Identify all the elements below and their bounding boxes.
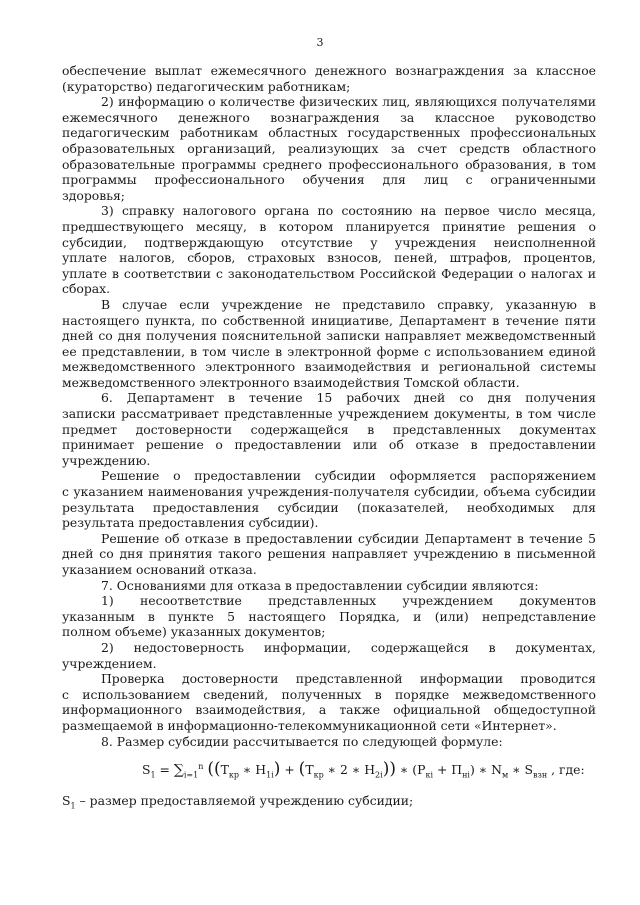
paragraph-line: субсидии, подтверждающую отсутствие у учреждения неисполненной xyxy=(62,234,596,250)
paragraph-line: межведомственного электронного взаимодействия и региональной системы xyxy=(62,359,596,375)
paragraph-line: обеспечение выплат ежемесячного денежного вознаграждения за классное xyxy=(62,63,596,78)
definition-text: – размер предоставляемой учреждению субсидии; xyxy=(75,793,414,809)
paragraph-line: учреждением. xyxy=(62,655,157,671)
paragraph-line: 3) справку налогового органа по состоянию на первое число месяца, xyxy=(101,203,596,219)
paragraph-line: Проверка достоверности представленной информации проводится xyxy=(101,671,596,687)
paragraph-line: уплате налогов, сборов, страховых взносов, пеней, штрафов, процентов, xyxy=(62,250,596,266)
formula-tail: , где: xyxy=(547,762,585,778)
paragraph-line: результата предоставления субсидии). xyxy=(62,515,319,531)
paragraph-line: предшествующего месяцу, в котором планируется принятие решения о xyxy=(62,218,596,234)
paragraph-line: 2) недостоверность информации, содержащейся в документах, xyxy=(101,639,596,655)
plus-1: + xyxy=(280,762,299,778)
paragraph-line: программы профессионального обучения для лиц с ограниченными xyxy=(62,172,596,188)
paragraph-line: указанным в пункте 5 настоящего Порядка, и (или) непредставление xyxy=(62,608,596,624)
paragraph-line: Решение о предоставлении субсидии оформляется распоряжением xyxy=(101,468,596,484)
paragraph-line: записки рассматривает представленные учреждением документы, в том числе xyxy=(62,406,596,422)
paragraph-line: с использованием сведений, полученных в порядке межведомственного xyxy=(62,686,596,702)
mul-2: ∗ xyxy=(323,762,341,778)
t-kr-1: T xyxy=(220,762,229,778)
paragraph-line: настоящего пункта, по собственной инициативе, Департамент в течение пяти xyxy=(62,312,596,328)
paragraph-line: 7. Основаниями для отказа в предоставлении субсидии являются: xyxy=(101,577,539,593)
definition-s1 xyxy=(62,793,596,814)
paragraph-line: предмет достоверности содержащейся в представленных документах xyxy=(62,421,596,437)
p-ni-sub: нi xyxy=(462,770,470,780)
paragraph-line: 6. Департамент в течение 15 рабочих дней со дня получения xyxy=(101,390,596,406)
mul-3: ∗ xyxy=(347,762,365,778)
paragraph-line: межведомственного электронного взаимодействия Томской области. xyxy=(62,374,520,390)
paragraph-line: дней со дня принятия такого решения направляет учреждению в письменной xyxy=(62,546,596,562)
p-ki-sub: кi xyxy=(425,770,434,780)
paragraph-line: учреждению. xyxy=(62,452,151,468)
h-2i-sub: 2i xyxy=(375,770,383,780)
n-m-sub: м xyxy=(501,770,509,780)
paragraph-line: указанием оснований отказа. xyxy=(62,562,257,577)
paragraph-line: 2) информацию о количестве физических лиц, являющихся получателями xyxy=(101,94,596,110)
t-kr-1-sub: кр xyxy=(228,770,239,780)
h-1i: H xyxy=(255,762,267,778)
paragraph-line: В случае если учреждение не представило справку, указанную в xyxy=(101,296,596,312)
paragraph-line: здоровья; xyxy=(62,187,125,203)
formula-lhs-sub: 1 xyxy=(150,770,156,780)
t-kr-2: T xyxy=(305,762,314,778)
paragraph-container xyxy=(62,63,596,749)
page-number: 3 xyxy=(316,36,324,49)
definition-symbol-sub: 1 xyxy=(70,801,76,811)
paragraph-line: дней со дня получения пояснительной записки направляет межведомственный xyxy=(62,328,596,344)
p-ni: П xyxy=(451,762,463,778)
sum-lower: i=1 xyxy=(183,770,199,780)
mul-4: ∗ xyxy=(395,762,413,778)
h-1i-sub: 1i xyxy=(266,770,274,780)
paragraph-line: ее представлении, в том числе в электронной форме с использованием единой xyxy=(62,343,596,359)
p-ki: P xyxy=(417,762,426,778)
paragraph-line: (кураторство) педагогическим работникам; xyxy=(62,78,351,94)
h-2i: H xyxy=(364,762,376,778)
paragraph-line: 1) несоответствие представленных учреждением документов xyxy=(101,593,596,609)
subsidy-formula: $S_1 = \sum_{i=1}^n$ (($T_{кр}$ ∗ $H_{1i}) + (T_{кр}$ ∗ 2 ∗ $H_{2i}$)) ∗ $(P_{кi} + П_{нi})$ ∗ $N_м$ ∗ $S_{взн}$ , где: xyxy=(142,759,585,780)
paragraph-line: полном объеме) указанных документов; xyxy=(62,624,326,640)
definition-symbol: S xyxy=(62,793,71,809)
paragraph-line: 8. Размер субсидии рассчитывается по следующей формуле: xyxy=(101,733,503,749)
paragraph-line: размещаемой в информационно-телекоммуникационной сети «Интернет». xyxy=(62,717,557,733)
sum-symbol: ∑ xyxy=(173,762,184,779)
formula-eq: = xyxy=(155,762,174,778)
document-body xyxy=(62,63,596,814)
coef-two: 2 xyxy=(340,762,348,778)
paragraph-line: образовательные программы среднего профессионального образования, в том xyxy=(62,156,596,172)
mul-5: ∗ xyxy=(474,762,492,778)
n-m: N xyxy=(491,762,502,778)
plus-2: + xyxy=(433,762,452,778)
paragraph-line: Решение об отказе в предоставлении субсидии Департамент в течение 5 xyxy=(101,530,596,546)
s-vzn: S xyxy=(524,762,534,778)
paragraph-line: ежемесячного денежного вознаграждения за классное руководство xyxy=(62,109,596,125)
paragraph-line: образовательных организаций, реализующих за счет средств областного xyxy=(62,140,596,156)
paragraph-line: принимает решение о предоставлении или об отказе в предоставлении xyxy=(62,437,596,453)
paragraph-line: уплате в соответствии с законодательством Российской Федерации о налогах и сборах. xyxy=(62,265,596,297)
paragraph-line: с указанием наименования учреждения-получателя субсидии, объема субсидии xyxy=(62,484,596,500)
mul-6: ∗ xyxy=(508,762,525,778)
sum-upper: n xyxy=(198,762,204,772)
t-kr-2-sub: кр xyxy=(313,770,324,780)
paragraph-line: результата предоставления субсидии (показателей, необходимых для xyxy=(62,499,596,515)
mul-1: ∗ xyxy=(238,762,256,778)
paragraph-line: информационного взаимодействия, а также официальной общедоступной xyxy=(62,702,596,718)
s-vzn-sub: взн xyxy=(533,770,548,780)
paragraph-line: педагогическим работникам областных государственных профессиональных xyxy=(62,125,596,141)
formula-lhs: S xyxy=(142,762,151,778)
